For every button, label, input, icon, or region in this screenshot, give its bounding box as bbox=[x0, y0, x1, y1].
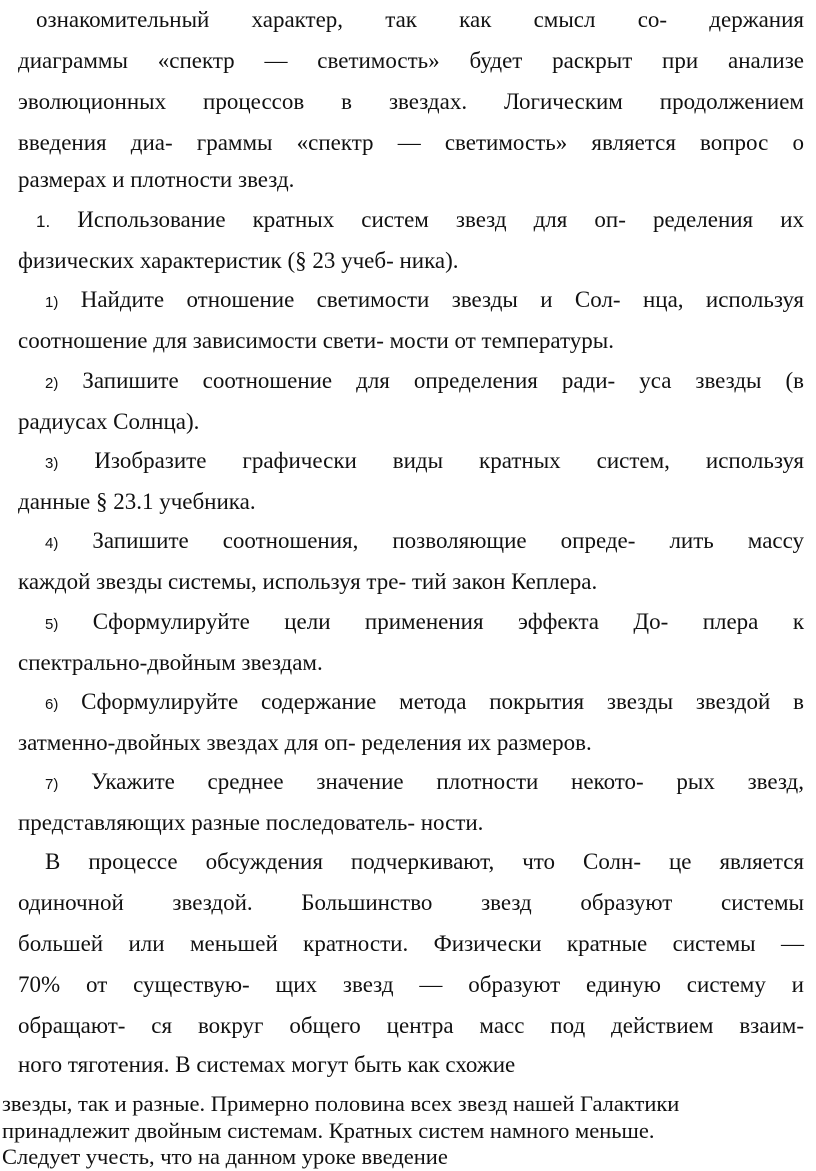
text-line: принадлежит двойным системам. Кратных систем намного меньше. bbox=[2, 1118, 655, 1143]
text-line bbox=[45, 602, 804, 642]
text-line: размерах и плотности звезд. bbox=[18, 167, 295, 192]
text-line: введения диа- граммы «спектр — светимость» является вопрос о bbox=[18, 130, 804, 155]
text-line: звезды, так и разные. Примерно половина всех звезд нашей Галактики bbox=[2, 1091, 680, 1116]
text-line: данные § 23.1 учебника. bbox=[18, 489, 256, 514]
text-line: радиусах Солнца). bbox=[18, 409, 200, 434]
text-line: затменно-двойных звездах для оп- ределения их размеров. bbox=[18, 730, 592, 755]
text-line: В процессе обсуждения подчеркивают, что Солн- це является bbox=[45, 849, 804, 874]
item-number: 7) bbox=[45, 776, 59, 793]
text-line: ознакомительный характер, так как смысл со- держания bbox=[36, 7, 804, 32]
text-line: спектрально-двойным звездам. bbox=[18, 650, 323, 675]
item-text: Запишите соотношения, позволяющие опреде- лить массу bbox=[92, 528, 805, 553]
item-number: 1. bbox=[36, 212, 51, 231]
text-line bbox=[45, 682, 804, 722]
item-number: 5) bbox=[45, 616, 59, 633]
text-line bbox=[45, 280, 804, 320]
text-line: соотношение для зависимости свети- мости от температуры. bbox=[18, 328, 614, 353]
item-number: 6) bbox=[45, 696, 59, 713]
text-line bbox=[45, 521, 804, 561]
item-number: 3) bbox=[45, 455, 59, 472]
item-text: Запишите соотношение для определения ради- уса звезды (в bbox=[82, 368, 804, 393]
text-line: большей или меньшей кратности. Физически кратные системы — bbox=[18, 931, 804, 956]
text-line: физических характеристик (§ 23 учеб- ника). bbox=[18, 248, 459, 273]
text-line: обращают- ся вокруг общего центра масс под действием взаим- bbox=[18, 1013, 804, 1038]
item-text: Сформулируйте содержание метода покрытия звезды звездой в bbox=[81, 689, 804, 714]
item-number: 1) bbox=[45, 294, 59, 311]
text-line: 70% от существую- щих звезд — образуют единую систему и bbox=[18, 972, 804, 997]
text-line: каждой звезды системы, используя тре- тий закон Кеплера. bbox=[18, 569, 598, 594]
item-text: Использование кратных систем звезд для оп- ределения их bbox=[77, 207, 804, 232]
text-line: эволюционных процессов в звездах. Логическим продолжением bbox=[18, 89, 804, 114]
text-line: представляющих разные последователь- ности. bbox=[18, 810, 484, 835]
text-line bbox=[45, 762, 804, 802]
text-line bbox=[36, 200, 804, 240]
text-line bbox=[45, 441, 804, 481]
text-line bbox=[45, 361, 804, 401]
text-line: ного тяготения. В системах могут быть как схожие bbox=[18, 1052, 516, 1077]
item-text: Сформулируйте цели применения эффекта До- плера к bbox=[92, 609, 804, 634]
item-text: Изобразите графически виды кратных систем, используя bbox=[94, 448, 804, 473]
text-line: диаграммы «спектр — светимость» будет раскрыт при анализе bbox=[18, 48, 804, 73]
item-text: Найдите отношение светимости звезды и Сол- нца, используя bbox=[80, 287, 804, 312]
item-number: 4) bbox=[45, 535, 59, 552]
item-number: 2) bbox=[45, 375, 59, 392]
item-text: Укажите среднее значение плотности некото- рых звезд, bbox=[91, 769, 804, 794]
text-line: Следует учесть, что на данном уроке введение bbox=[2, 1144, 448, 1169]
text-line: одиночной звездой. Большинство звезд образуют системы bbox=[18, 890, 804, 915]
